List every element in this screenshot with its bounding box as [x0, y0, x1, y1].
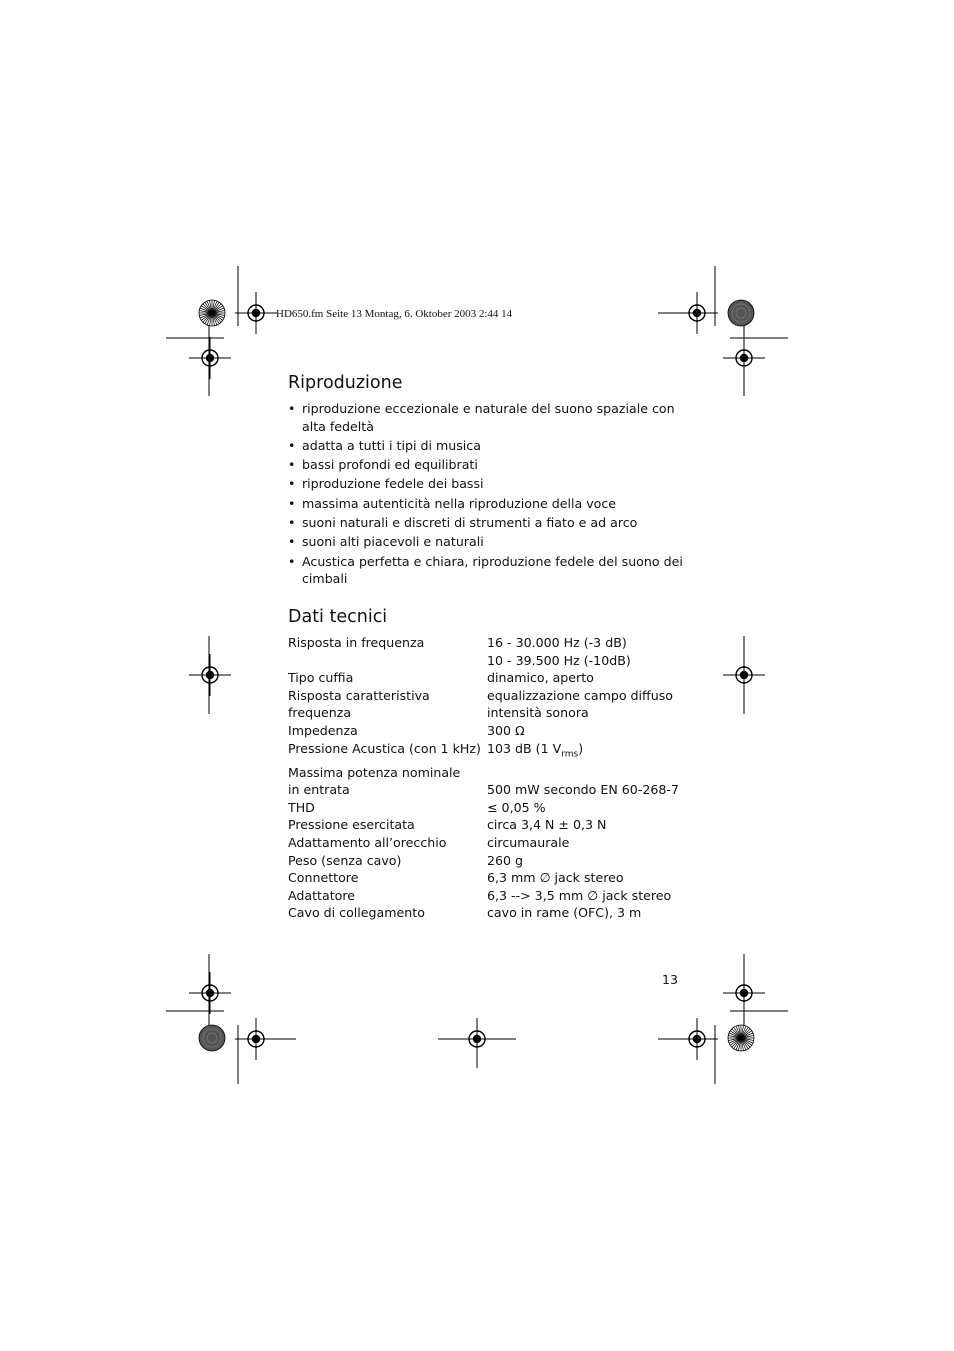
section-title-specs: Dati tecnici [288, 607, 388, 627]
table-row [288, 887, 679, 905]
table-row [288, 869, 679, 887]
list-item [288, 437, 688, 455]
spec-label [288, 652, 487, 670]
table-row [288, 704, 679, 722]
spec-label: Risposta caratteristiva [288, 687, 430, 703]
list-item-text: bassi profondi ed equilibrati [302, 457, 478, 473]
list-item [288, 495, 688, 513]
spec-value: cavo in rame (OFC), 3 m [487, 905, 642, 921]
list-item [288, 456, 688, 474]
table-row [288, 669, 679, 687]
spec-value-main: 103 dB (1 V [487, 740, 562, 756]
spec-label: Cavo di collegamento [288, 905, 425, 921]
spec-value: 16 - 30.000 Hz (-3 dB) [487, 635, 627, 650]
table-row [288, 764, 679, 782]
spec-value: intensità sonora [487, 705, 589, 721]
bullet-icon: • [288, 553, 296, 569]
list-item-text: Acustica perfetta e chiara, riproduzione fedele del suono dei cimbali [302, 553, 683, 587]
table-row [288, 852, 679, 870]
table-row [288, 740, 679, 764]
spec-value: dinamico, aperto [487, 670, 594, 686]
spec-value: circumaurale [487, 835, 570, 851]
list-item [288, 514, 688, 532]
page-number: 13 [662, 972, 679, 987]
spec-label: Impedenza [288, 722, 358, 738]
list-item-text: suoni naturali e discreti di strumenti a fiato e ad arco [302, 514, 638, 530]
spec-label: Peso (senza cavo) [288, 852, 402, 868]
spec-value: 10 - 39.500 Hz (-10dB) [487, 652, 631, 668]
spec-value: 300 Ω [487, 722, 525, 738]
spec-label: frequenza [288, 705, 352, 721]
spec-value: 6,3 mm ∅ jack stereo [487, 870, 624, 886]
bullet-icon: • [288, 401, 296, 416]
section-title-reproduction: Riproduzione [288, 373, 403, 393]
spec-value: ≤ 0,05 % [487, 799, 546, 815]
list-item [288, 475, 688, 493]
spec-value: 500 mW secondo EN 60-268-7 [487, 782, 679, 798]
list-item-text: riproduzione fedele dei bassi [302, 476, 484, 492]
spec-label: Risposta in frequenza [288, 635, 425, 650]
bullet-icon: • [288, 437, 296, 453]
spec-value-suffix: ) [578, 740, 584, 756]
spec-value: circa 3,4 N ± 0,3 N [487, 817, 607, 833]
table-row [288, 904, 679, 922]
feature-list [288, 400, 688, 589]
spec-label: Adattatore [288, 887, 355, 903]
file-header: HD650.fm Seite 13 Montag, 6. Oktober 2003 2:44 14 [276, 308, 513, 320]
table-row [288, 652, 679, 670]
spec-label: Adattamento all’orecchio [288, 835, 447, 851]
list-item-text: adatta a tutti i tipi di musica [302, 437, 481, 453]
spec-value: equalizzazione campo diffuso [487, 687, 673, 703]
bullet-icon: • [288, 457, 296, 473]
spec-value [487, 740, 583, 764]
list-item [288, 533, 688, 551]
list-item [288, 400, 688, 435]
specs-table [288, 634, 679, 922]
table-row [288, 799, 679, 817]
spec-label: Connettore [288, 870, 359, 886]
spec-label: Pressione esercitata [288, 817, 415, 833]
bullet-icon: • [288, 534, 296, 550]
spec-value: 6,3 --> 3,5 mm ∅ jack stereo [487, 887, 672, 903]
bullet-icon: • [288, 476, 296, 492]
spec-value-subscript: rms [561, 749, 579, 760]
table-row [288, 816, 679, 834]
spec-label: Tipo cuffia [288, 670, 354, 686]
list-item-text: massima autenticità nella riproduzione della voce [302, 495, 617, 511]
table-row [288, 834, 679, 852]
spec-label: THD [288, 799, 315, 815]
spec-label: Pressione Acustica (con 1 kHz) [288, 740, 481, 756]
table-row [288, 722, 679, 740]
spec-label: Massima potenza nominale [288, 764, 461, 780]
table-row [288, 781, 679, 799]
list-item [288, 553, 688, 588]
bullet-icon: • [288, 495, 296, 511]
list-item-text: suoni alti piacevoli e naturali [302, 534, 484, 550]
list-item-text: riproduzione eccezionale e naturale del suono spaziale con alta fedeltà [302, 401, 675, 434]
spec-value: 260 g [487, 852, 524, 868]
spec-label: in entrata [288, 782, 350, 798]
table-row [288, 687, 679, 705]
bullet-icon: • [288, 514, 296, 530]
table-row [288, 634, 679, 652]
